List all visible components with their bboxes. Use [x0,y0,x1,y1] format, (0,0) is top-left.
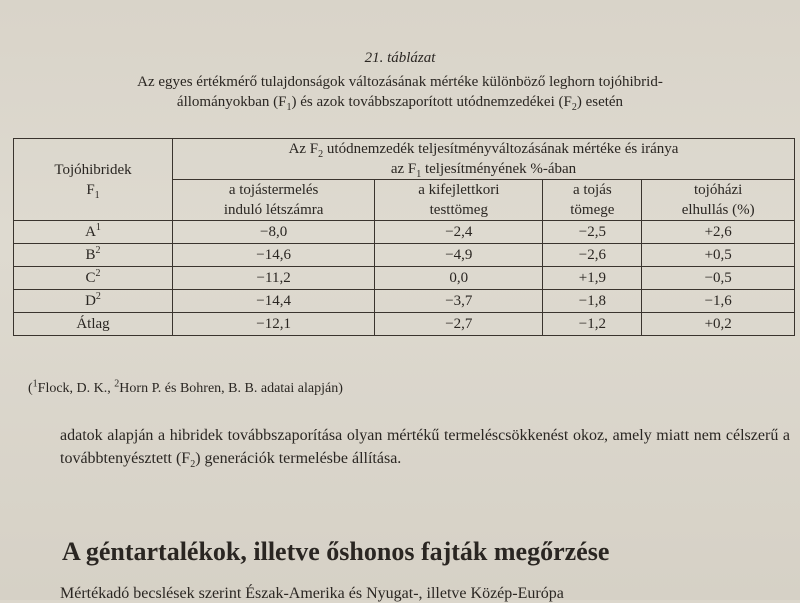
column-header: a tojástermelés induló létszámra [173,180,375,221]
row-header-cell [14,139,173,221]
body-paragraph: adatok alapján a hibridek továbbszaporítása olyan mértékű termeléscsökkenést okoz, amely miatt nem célszerű a továbbtenyésztett $(F_2)$ generációk termelésbe állítása. [60,427,790,471]
table-cell: −2,6 [543,244,642,267]
table-cell: 0,0 [375,267,543,290]
row-label: $D^2$ [14,290,173,313]
table-cell: −1,8 [543,290,642,313]
table-cell: −2,4 [375,221,543,244]
table-cell: −2,7 [375,313,543,336]
table-cell: −8,0 [173,221,375,244]
table-row [14,290,795,313]
table-number: 21. táblázat [364,50,436,66]
table-cell: −14,6 [173,244,375,267]
section-heading: A géntartalékok, illetve őshonos fajták megőrzése [62,537,610,566]
table-row [14,267,795,290]
table-row [14,244,795,267]
table-cell: −1,2 [543,313,642,336]
row-header-label: Tojóhibridek [54,161,132,178]
group-header-line-1: Az $F_2$ utódnemzedék teljesítményváltozásának mértéke és iránya [288,141,679,160]
group-header-line-2: az $F_1$ teljesítményének %-ában [390,161,577,180]
cut-off-line: Mértékadó becslések szerint Észak-Amerika és Nyugat-, illetve Közép-Európa [60,585,564,602]
table-cell: +1,9 [543,267,642,290]
table-cell: −11,2 [173,267,375,290]
row-label: $B^2$ [14,244,173,267]
group-header-cell [173,139,795,180]
row-label: $C^2$ [14,267,173,290]
source-note: ($^1$Flock, D. K., $^2$Horn P. és Bohren, B. B. adatai alapján) [28,378,343,396]
caption-line-1: Az egyes értékmérő tulajdonságok változásának mértéke különböző leghorn tojóhibrid- [137,74,663,90]
table-caption [30,72,770,112]
table-row-average [14,313,795,336]
table-cell: +2,6 [642,221,795,244]
table-cell: −1,6 [642,290,795,313]
table-cell: −0,5 [642,267,795,290]
caption-line-2: állományokban $(F_1)$ és azok továbbszaporított utódnemzedékei $(F_2)$ esetén [176,94,624,113]
data-table [13,138,795,336]
row-label: Átlag [14,313,173,336]
column-header: a kifejlettkori testtömeg [375,180,543,221]
table-cell: −4,9 [375,244,543,267]
column-header: tojóházi elhullás (%) [642,180,795,221]
table-cell: −3,7 [375,290,543,313]
table-cell: +0,5 [642,244,795,267]
table-cell: −14,4 [173,290,375,313]
column-header: a tojás tömege [543,180,642,221]
table-cell: −2,5 [543,221,642,244]
table-row [14,221,795,244]
table-cell: +0,2 [642,313,795,336]
row-label: $A^1$ [14,221,173,244]
row-header-f1: $F_1$ [86,181,100,201]
table-cell: −12,1 [173,313,375,336]
